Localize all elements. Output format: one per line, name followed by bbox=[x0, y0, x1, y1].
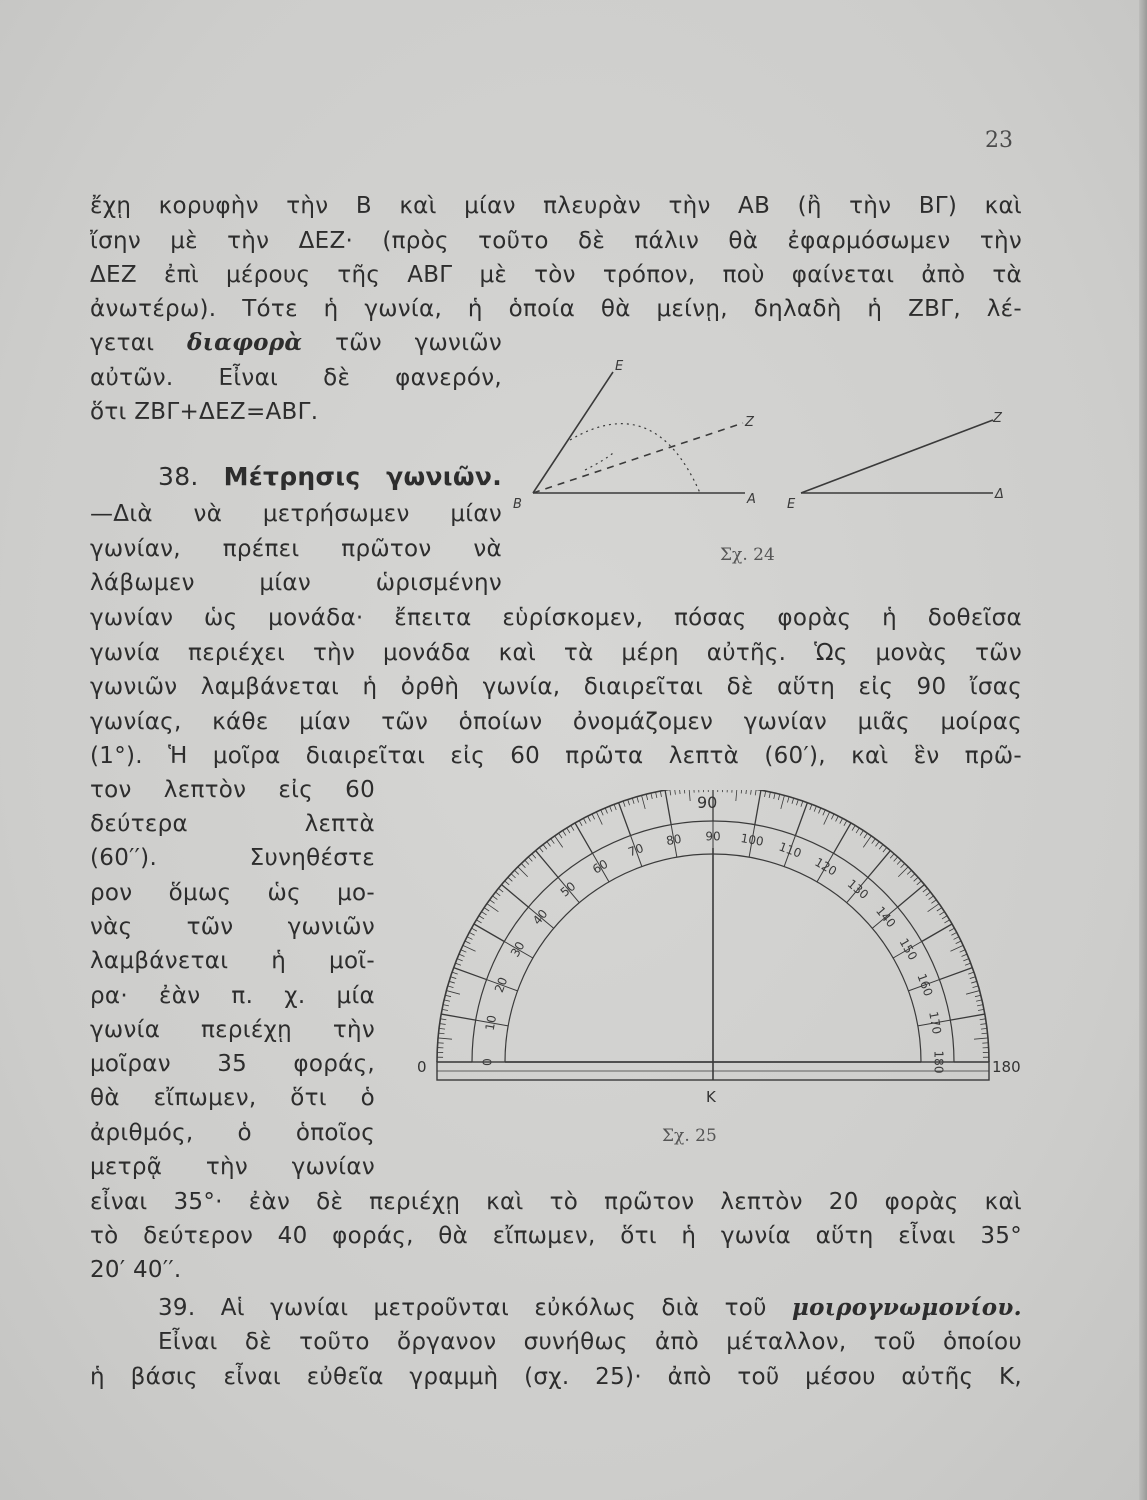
scale-tick bbox=[461, 950, 466, 952]
scale-tick bbox=[836, 816, 839, 821]
scale-tick bbox=[931, 900, 936, 904]
text-line: ρον ὅμως ὡς μο- bbox=[90, 880, 375, 906]
scale-tick bbox=[493, 896, 498, 900]
scale-tick bbox=[484, 908, 489, 911]
scale-tick bbox=[741, 790, 742, 793]
scale-tick bbox=[656, 792, 657, 798]
scale-tick bbox=[879, 845, 883, 850]
scale-tick bbox=[868, 851, 890, 878]
scale-tick bbox=[592, 814, 595, 819]
scale-tick bbox=[801, 801, 803, 807]
scale-tick bbox=[818, 808, 820, 814]
scale-tick bbox=[824, 812, 830, 825]
figure-24-caption: Σχ. 24 bbox=[720, 545, 775, 565]
scale-tick bbox=[875, 842, 879, 847]
text-line: τον λεπτὸν εἰς 60 bbox=[90, 777, 375, 803]
scale-tick bbox=[528, 857, 532, 861]
scale-tick bbox=[834, 823, 852, 853]
label-K: K bbox=[706, 1088, 716, 1106]
scale-tick bbox=[459, 954, 465, 956]
scale-tick bbox=[452, 972, 458, 974]
scale-tick bbox=[438, 1038, 452, 1039]
scale-tick bbox=[966, 991, 980, 995]
scale-tick bbox=[496, 892, 501, 896]
scale-tick bbox=[511, 874, 515, 878]
ray-BE bbox=[533, 372, 613, 493]
scale-tick bbox=[660, 791, 661, 797]
scale-tick bbox=[469, 932, 474, 935]
text-line: ρα· ἐὰν π. χ. μία bbox=[90, 983, 375, 1009]
scale-tick bbox=[465, 941, 470, 944]
section-39-line: 39. Αἱ γωνίαι μετροῦνται εὐκόλως διὰ τοῦ μοιρογνωμονίου. bbox=[158, 1294, 1022, 1321]
scale-tick bbox=[781, 795, 785, 809]
scale-tick bbox=[567, 828, 570, 833]
text-line: γωνίαν ὡς μονάδα· ἔπειτα εὑρίσκομεν, πόσας φορὰς ἡ δοθεῖσα bbox=[90, 605, 1022, 631]
scale-tick bbox=[467, 937, 472, 940]
ray-BZ-dashed bbox=[533, 423, 743, 493]
scale-tick bbox=[443, 1005, 449, 1006]
scale-tick bbox=[482, 912, 487, 915]
text-line: ΔΕΖ ἐπὶ μέρους τῆς ΑΒΓ μὲ τὸν τρόπον, ποὺ φαίνεται ἀπὸ τὰ bbox=[90, 262, 1022, 288]
text-line: γωνίας, κάθε μίαν τῶν ὁποίων ὀνομάζομεν γωνίαν μιᾶς μοίρας bbox=[90, 709, 1022, 735]
scale-tick bbox=[965, 963, 971, 965]
scale-tick bbox=[675, 790, 676, 795]
scale-tick bbox=[455, 963, 461, 965]
scale-tick bbox=[755, 790, 761, 824]
scale-tick bbox=[954, 937, 959, 940]
text-line: (1°). Ἡ μοῖρα διαιρεῖται εἰς 60 πρῶτα λεπτὰ (60′), καὶ ἓν πρῶ- bbox=[90, 743, 1022, 769]
scale-tick bbox=[792, 798, 794, 804]
scale-number: 160 bbox=[914, 971, 936, 999]
scale-tick bbox=[787, 797, 789, 803]
scale-tick bbox=[446, 991, 460, 995]
scale-tick bbox=[751, 790, 752, 795]
label-E-right: E bbox=[787, 497, 796, 512]
section-38-heading: 38. Μέτρησις γωνιῶν. bbox=[158, 462, 502, 491]
scale-tick bbox=[532, 854, 536, 859]
scale-tick bbox=[439, 1033, 445, 1034]
scale-tick bbox=[563, 831, 566, 836]
scale-tick bbox=[610, 806, 612, 812]
scale-tick bbox=[872, 839, 876, 844]
scale-tick bbox=[844, 821, 847, 826]
scale-tick bbox=[962, 954, 968, 956]
scale-tick bbox=[518, 867, 528, 877]
scale-tick bbox=[901, 863, 905, 867]
scale-tick bbox=[973, 986, 979, 988]
scale-tick bbox=[502, 885, 529, 907]
label-D: Δ bbox=[995, 487, 1004, 502]
scale-tick bbox=[890, 854, 894, 859]
scale-tick bbox=[898, 885, 925, 907]
text-line: λάβωμεν μίαν ὡρισμένην bbox=[90, 570, 502, 596]
scale-tick bbox=[823, 810, 825, 815]
text-line: μοῖραν 35 φοράς, bbox=[90, 1051, 375, 1077]
text-line: λαμβάνεται ἡ μοῖ- bbox=[90, 948, 375, 974]
scale-tick bbox=[860, 831, 863, 836]
scale-tick bbox=[978, 1009, 984, 1010]
text-line: τὸ δεύτερον 40 φοράς, θὰ εἴπωμεν, ὅτι ἡ γωνία αὕτη εἶναι 35° bbox=[90, 1223, 1022, 1249]
text-line: αὐτῶν. Εἶναι δὲ φανερόν, bbox=[90, 365, 502, 391]
scale-tick bbox=[907, 870, 911, 874]
scale-number: 40 bbox=[529, 906, 551, 928]
scale-tick bbox=[646, 794, 647, 800]
scale-tick bbox=[944, 920, 949, 923]
scale-number: 100 bbox=[739, 831, 765, 849]
scale-tick bbox=[623, 801, 625, 807]
scale-number: 150 bbox=[896, 935, 921, 963]
scale-number: 90 bbox=[705, 829, 721, 844]
scale-tick bbox=[476, 920, 481, 923]
scale-tick bbox=[755, 790, 756, 795]
scale-tick bbox=[922, 924, 952, 942]
text-line: θὰ εἴπωμεν, ὅτι ὁ bbox=[90, 1085, 375, 1111]
scale-tick bbox=[883, 848, 887, 853]
scale-tick bbox=[579, 821, 582, 826]
scale-tick bbox=[508, 877, 512, 881]
scale-tick bbox=[765, 791, 766, 797]
scale-tick bbox=[451, 977, 457, 979]
label-180: 180 bbox=[992, 1058, 1021, 1076]
scale-tick bbox=[575, 823, 593, 853]
scale-tick bbox=[614, 804, 616, 810]
scale-tick bbox=[441, 1014, 475, 1020]
scale-tick bbox=[521, 863, 525, 867]
scale-tick bbox=[448, 986, 454, 988]
scale-tick bbox=[949, 928, 954, 931]
text-line: ἡ βάσις εἶναι εὐθεῖα γραμμὴ (σχ. 25)· ἀπὸ τοῦ μέσου αὐτῆς Κ, bbox=[90, 1364, 1022, 1390]
scale-tick bbox=[937, 908, 942, 911]
scale-tick bbox=[971, 981, 977, 983]
scale-tick bbox=[642, 795, 646, 809]
scale-tick bbox=[917, 881, 922, 885]
figure-25-protractor bbox=[412, 790, 1032, 1110]
scale-tick bbox=[539, 848, 543, 853]
scale-tick bbox=[536, 851, 558, 878]
scale-tick bbox=[977, 1005, 983, 1006]
text-line: νὰς τῶν γωνιῶν bbox=[90, 914, 375, 940]
text-line: —Διὰ νὰ μετρήσωμεν μίαν bbox=[90, 501, 502, 527]
figure-24 bbox=[505, 350, 1025, 515]
label-90-top: 90 bbox=[697, 793, 718, 812]
scale-tick bbox=[605, 808, 607, 814]
scale-tick bbox=[439, 1028, 445, 1029]
scale-tick bbox=[479, 916, 484, 919]
figure-25-caption: Σχ. 25 bbox=[662, 1126, 717, 1146]
scale-tick bbox=[980, 1024, 986, 1025]
scale-number: 50 bbox=[557, 878, 579, 900]
scale-tick bbox=[923, 888, 928, 892]
scale-number: 140 bbox=[873, 903, 899, 931]
term-difference: διαφορὰ bbox=[187, 329, 303, 356]
scale-tick bbox=[619, 803, 631, 836]
scale-tick bbox=[505, 881, 510, 885]
scale-tick bbox=[628, 800, 630, 806]
scale-number: 20 bbox=[491, 975, 511, 995]
scale-number: 70 bbox=[626, 840, 646, 860]
scale-tick bbox=[974, 1038, 988, 1039]
scale-tick bbox=[810, 804, 812, 810]
scale-tick bbox=[588, 816, 591, 821]
text-line: ἀνωτέρω). Τότε ἡ γωνία, ἡ ὁποία θὰ μείνῃ, δηλαδὴ ἡ ΖΒΓ, λέ- bbox=[90, 296, 1022, 322]
scale-tick bbox=[864, 833, 867, 838]
scale-tick bbox=[571, 825, 574, 830]
scale-tick bbox=[472, 928, 477, 931]
scale-tick bbox=[774, 793, 775, 799]
text-line: μετρᾷ τὴν γωνίαν bbox=[90, 1154, 375, 1180]
scale-tick bbox=[840, 818, 843, 823]
scale-tick bbox=[442, 1009, 448, 1010]
scale-tick bbox=[894, 857, 898, 861]
scale-tick bbox=[950, 945, 963, 951]
ray-EZ bbox=[801, 420, 993, 493]
scale-tick bbox=[796, 800, 798, 806]
scale-number: 110 bbox=[776, 839, 804, 861]
scale-tick bbox=[897, 860, 901, 864]
scale-tick bbox=[778, 794, 779, 800]
text-line: γωνίαν, πρέπει πρῶτον νὰ bbox=[90, 536, 502, 562]
scale-tick bbox=[679, 790, 680, 794]
page-number: 23 bbox=[985, 128, 1013, 153]
scale-tick bbox=[474, 924, 504, 942]
page-edge bbox=[1139, 0, 1147, 1500]
label-Z-left: Z bbox=[745, 415, 754, 430]
scale-tick bbox=[463, 945, 476, 951]
text-line-definition: γεται διαφορὰ τῶν γωνιῶν bbox=[90, 329, 502, 356]
scale-tick bbox=[968, 972, 974, 974]
text-line: ἴσην μὲ τὴν ΔΕΖ· (πρὸς τοῦτο δὲ πάλιν θὰ ἐφαρμόσωμεν τὴν bbox=[90, 228, 1022, 254]
text-line: Εἶναι δὲ τοῦτο ὄργανον συνήθως ἀπὸ μέταλλον, τοῦ ὁποίου bbox=[158, 1329, 1022, 1355]
scale-tick bbox=[910, 874, 914, 878]
scale-tick bbox=[454, 968, 487, 980]
scale-number: 30 bbox=[507, 939, 528, 960]
scale-tick bbox=[583, 818, 586, 823]
scale-tick bbox=[814, 806, 816, 812]
scale-tick bbox=[926, 892, 931, 896]
scale-tick bbox=[601, 810, 603, 815]
scale-tick bbox=[632, 798, 634, 804]
text-line-equation: ὅτι ΖΒΓ+ΔΕΖ=ΑΒΓ. bbox=[90, 399, 319, 425]
scale-number: 120 bbox=[812, 854, 840, 879]
label-B: B bbox=[513, 497, 522, 512]
scale-tick bbox=[980, 1019, 986, 1020]
text-line: γωνιῶν λαμβάνεται ἡ ὀρθὴ γωνία, διαιρεῖται δὲ αὕτη εἰς 90 ἴσας bbox=[90, 674, 1022, 700]
scale-tick bbox=[736, 790, 737, 801]
scale-number: 130 bbox=[844, 876, 872, 902]
text-line: ἀριθμός, ὁ ὁποῖος bbox=[90, 1120, 375, 1146]
text-line: 20′ 40′′. bbox=[90, 1257, 182, 1283]
scale-tick bbox=[449, 981, 455, 983]
scale-tick bbox=[637, 797, 639, 803]
scale-tick bbox=[499, 888, 504, 892]
scale-tick bbox=[440, 1019, 446, 1020]
label-E-top: E bbox=[615, 359, 624, 374]
scale-tick bbox=[856, 828, 859, 833]
scale-tick bbox=[457, 959, 463, 961]
label-Z-right: Z bbox=[993, 411, 1002, 426]
scale-tick bbox=[490, 900, 495, 904]
text-line: δεύτερα λεπτὰ bbox=[90, 811, 375, 837]
scale-tick bbox=[898, 867, 908, 877]
scale-tick bbox=[684, 790, 685, 793]
scale-tick bbox=[982, 1033, 988, 1034]
scale-tick bbox=[670, 790, 671, 795]
scale-number: 10 bbox=[482, 1014, 500, 1032]
text-line: γωνία περιέχει τὴν μονάδα καὶ τὰ μέρη αὐτῆς. Ὡς μονὰς τῶν bbox=[90, 640, 1022, 666]
scale-tick bbox=[551, 839, 555, 844]
scale-tick bbox=[444, 1000, 450, 1001]
scale-number: 0 bbox=[480, 1058, 495, 1066]
label-A: A bbox=[747, 492, 756, 507]
scale-tick bbox=[942, 916, 947, 919]
scale-tick bbox=[939, 968, 972, 980]
scale-tick bbox=[769, 792, 770, 798]
scale-tick bbox=[547, 842, 551, 847]
text-line: εἶναι 35°· ἐὰν δὲ περιέχῃ καὶ τὸ πρῶτον λεπτὸν 20 φορὰς καὶ bbox=[90, 1189, 1022, 1215]
term-protractor: μοιρογνωμονίου. bbox=[791, 1294, 1022, 1321]
scale-tick bbox=[939, 912, 944, 915]
scale-tick bbox=[929, 896, 934, 900]
label-0: 0 bbox=[417, 1058, 427, 1076]
scale-tick bbox=[963, 959, 969, 961]
scale-tick bbox=[543, 845, 547, 850]
scale-tick bbox=[970, 977, 976, 979]
scale-tick bbox=[514, 870, 518, 874]
scale-tick bbox=[981, 1028, 987, 1029]
text-line: γωνία περιέχῃ τὴν bbox=[90, 1017, 375, 1043]
scale-tick bbox=[950, 1014, 984, 1020]
scale-tick bbox=[956, 941, 961, 944]
text-line: ἔχῃ κορυφὴν τὴν Β καὶ μίαν πλευρὰν τὴν ΑΒ (ἢ τὴν ΒΓ) καὶ bbox=[90, 193, 1022, 219]
scale-tick bbox=[831, 814, 834, 819]
scale-tick bbox=[525, 860, 529, 864]
scale-tick bbox=[746, 790, 747, 794]
scale-tick bbox=[445, 995, 451, 996]
scale-tick bbox=[914, 877, 918, 881]
scale-tick bbox=[689, 790, 690, 801]
scale-number: 170 bbox=[926, 1010, 944, 1036]
scale-tick bbox=[951, 932, 956, 935]
scale-tick bbox=[440, 1024, 446, 1025]
scale-number: 180 bbox=[931, 1050, 946, 1074]
scale-number: 80 bbox=[665, 831, 683, 849]
text-line: (60′′). Συνηθέστε bbox=[90, 845, 375, 871]
scale-tick bbox=[596, 812, 602, 825]
scale-tick bbox=[852, 825, 855, 830]
scale-number: 60 bbox=[590, 856, 611, 877]
scale-tick bbox=[795, 803, 807, 836]
scale-tick bbox=[976, 1000, 982, 1001]
scale-tick bbox=[559, 833, 562, 838]
scale-tick bbox=[665, 790, 671, 824]
scale-tick bbox=[651, 793, 652, 799]
scale-tick bbox=[975, 995, 981, 996]
scale-tick bbox=[960, 950, 965, 952]
